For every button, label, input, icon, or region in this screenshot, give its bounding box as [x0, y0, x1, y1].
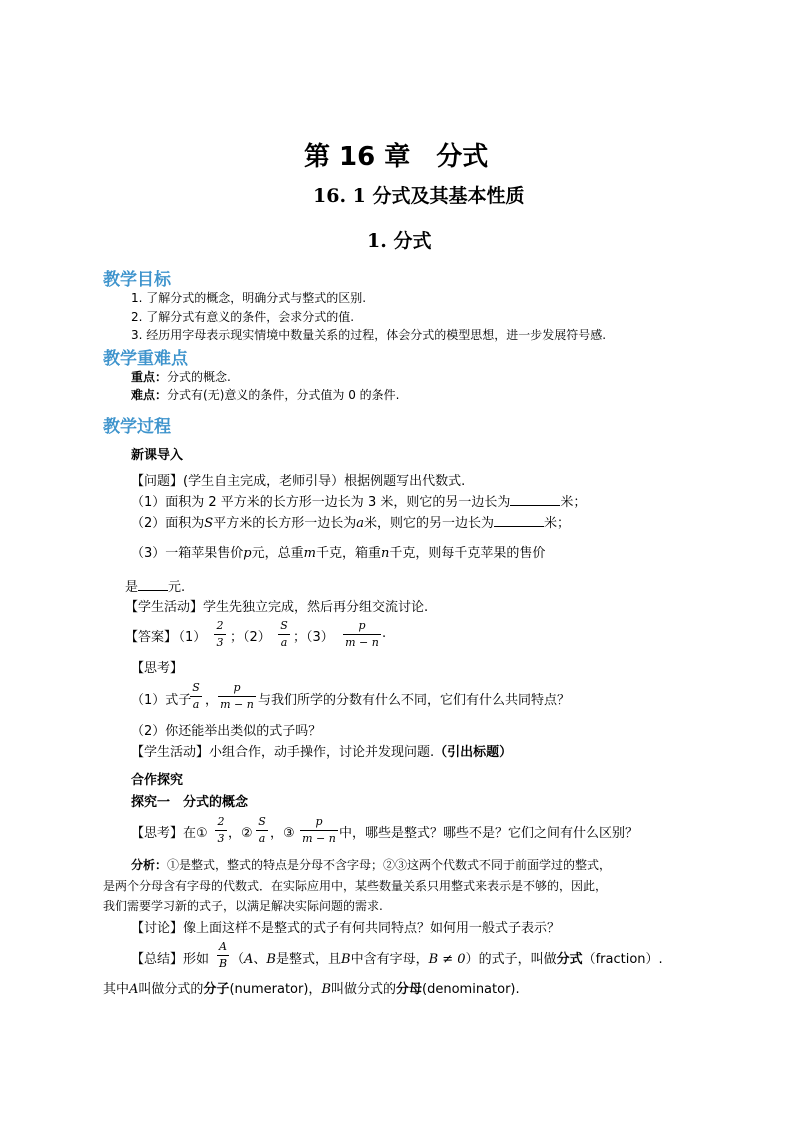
q2-text: 平方米的长方形一边长为 — [213, 516, 357, 531]
denominator: m − n — [345, 636, 379, 649]
q2-unit: 米； — [543, 516, 570, 531]
section-title: 16. 1 分式及其基本性质 — [313, 185, 525, 207]
activity-2-note: （引出标题） — [434, 745, 513, 760]
question-2 — [131, 512, 570, 531]
intro-label: 新课导入 — [131, 448, 184, 463]
fraction-p-over-m-minus-n — [343, 619, 381, 650]
question-intro: 【问题】(学生自主完成，老师引导）根据例题写出代数式. — [131, 474, 466, 489]
difficulty-line — [131, 386, 399, 403]
term-fraction: 分式 — [556, 952, 583, 967]
summary-part: 中含有字母， — [350, 952, 429, 967]
fraction-bar — [217, 955, 229, 956]
goal-item: 3. 经历用字母表示现实情境中数量关系的过程，体会分式的模型思想，进一步发展符号感. — [131, 328, 607, 342]
def-part: (denominator). — [422, 982, 520, 997]
numerator: p — [358, 619, 366, 632]
numerator: p — [315, 815, 323, 828]
q3-unit: 元. — [168, 580, 186, 595]
denominator: a — [258, 832, 266, 845]
answer-blank — [138, 577, 168, 591]
think-1-prefix: （1）式子 — [131, 693, 192, 708]
fraction-bar — [343, 634, 381, 635]
activity-2-text: 【学生活动】小组合作，动手操作，讨论并发现问题. — [131, 745, 435, 760]
numerator: S — [192, 681, 200, 694]
denominator: m − n — [302, 832, 336, 845]
fraction-s-over-a — [256, 815, 268, 846]
fraction-bar — [256, 830, 268, 831]
question-3 — [131, 542, 545, 561]
var-a-upper: A — [129, 982, 139, 997]
diff-label: 难点： — [131, 388, 168, 402]
denominator: m − n — [220, 698, 254, 711]
think-1-text: 与我们所学的分数有什么不同，它们有什么共同特点？ — [258, 693, 571, 708]
student-activity-1: 【学生活动】学生先独立完成，然后再分组交流讨论. — [125, 600, 429, 615]
fraction-bar — [278, 634, 290, 635]
think-2: （2）你还能举出类似的式子吗？ — [131, 724, 322, 739]
key-label: 重点： — [131, 370, 168, 384]
discuss: 【讨论】像上面这样不是整式的式子有何共同特点？如何用一般式子表示？ — [131, 921, 561, 936]
student-activity-2 — [131, 741, 512, 760]
numerator: S — [280, 619, 288, 632]
think-3-sep: ，③ — [270, 826, 295, 841]
think-3-sep: ，② — [228, 826, 253, 841]
answer-label: 【答案】 — [125, 630, 178, 645]
key-point-line — [131, 368, 231, 385]
chapter-title: 第 16 章 分式 — [304, 142, 489, 172]
goal-item: 2. 了解分式有意义的条件，会求分式的值. — [131, 310, 355, 324]
summary-text — [231, 948, 663, 967]
definition-line — [103, 978, 520, 997]
think-3-prefix: 【思考】在① — [131, 826, 208, 841]
def-part: 其中 — [103, 982, 130, 997]
question-3-cont — [125, 576, 185, 595]
keypoints-heading: 教学重难点 — [103, 349, 188, 369]
def-part: 叫做分式的 — [138, 982, 204, 997]
summary-part: （ — [231, 952, 245, 967]
fraction-p-over-m-minus-n — [218, 681, 256, 712]
goals-heading: 教学目标 — [103, 270, 171, 290]
analysis-label: 分析： — [131, 858, 168, 872]
q3-text: 元，总重 — [251, 546, 304, 561]
fraction-two-thirds — [214, 619, 226, 650]
analysis-line-1 — [131, 856, 611, 873]
fraction-bar — [190, 696, 202, 697]
numerator: S — [258, 815, 266, 828]
sub-title: 1. 分式 — [367, 230, 432, 252]
fraction-p-over-m-minus-n — [300, 815, 338, 846]
denominator: a — [280, 636, 288, 649]
denominator: B — [218, 957, 228, 970]
explore-1-title: 探究一 分式的概念 — [131, 795, 249, 810]
var-n: n — [380, 546, 390, 561]
q3-text: （3）一箱苹果售价 — [131, 546, 244, 561]
summary-part: 是整式，且 — [275, 952, 341, 967]
answer-3-label: ；（3） — [293, 630, 334, 645]
coop-label: 合作探究 — [131, 773, 184, 788]
analysis-line-2: 是两个分母含有字母的代数式．在实际应用中，某些数量关系只用整式来表示是不够的，因此， — [103, 879, 608, 893]
answer-blank — [494, 513, 544, 527]
q1-unit: 米； — [560, 495, 587, 510]
numerator: 2 — [216, 619, 224, 632]
numerator: A — [219, 940, 227, 953]
denominator: 3 — [216, 636, 224, 649]
answer-2-label: ；（2） — [230, 630, 271, 645]
var-p: p — [243, 546, 252, 561]
fraction-two-thirds — [215, 815, 227, 846]
analysis-line-3: 我们需要学习新的式子，以满足解决实际问题的需求. — [103, 899, 383, 913]
q2-text: （2）面积为 — [131, 516, 205, 531]
q2-text: 米，则它的另一边长为 — [363, 516, 494, 531]
question-1 — [131, 491, 586, 510]
def-part: 叫做分式的 — [331, 982, 397, 997]
var-b-upper: B — [266, 952, 276, 967]
fraction-bar — [300, 830, 338, 831]
process-heading: 教学过程 — [103, 417, 171, 437]
condition: B ≠ 0 — [428, 952, 466, 967]
summary-part: （fraction）. — [582, 952, 663, 967]
fraction-bar — [215, 830, 227, 831]
think-label: 【思考】 — [131, 661, 184, 676]
fraction-s-over-a — [278, 619, 290, 650]
denominator: a — [192, 698, 200, 711]
think-3-text: 中，哪些是整式？哪些不是？它们之间有什么区别？ — [339, 826, 639, 841]
var-m: m — [303, 546, 316, 561]
diff-text: 分式有(无)意义的条件，分式值为 0 的条件. — [167, 388, 400, 402]
summary-prefix: 【总结】形如 — [131, 952, 210, 967]
key-text: 分式的概念. — [167, 370, 231, 384]
analysis-text: ①是整式，整式的特点是分母不含字母；②③这两个代数式不同于前面学过的整式， — [167, 858, 612, 872]
q3-text: 千克，则每千克苹果的售价 — [389, 546, 546, 561]
q1-text: （1）面积为 2 平方米的长方形一边长为 3 米，则它的另一边长为 — [131, 495, 511, 510]
q3-text: 是 — [125, 580, 139, 595]
fraction-a-over-b — [217, 940, 229, 971]
numerator: p — [233, 681, 241, 694]
term-denominator: 分母 — [396, 982, 423, 997]
denominator: 3 — [217, 832, 225, 845]
answer-end: . — [382, 626, 387, 641]
think-1-comma: ， — [205, 693, 219, 708]
q3-text: 千克，箱重 — [315, 546, 381, 561]
var-a-upper: A — [244, 952, 254, 967]
answer-blank — [510, 492, 560, 506]
answer-1-label: （1） — [172, 630, 207, 645]
def-part: (numerator)， — [229, 982, 322, 997]
var-a: a — [356, 516, 364, 531]
summary-part: ）的式子，叫做 — [465, 952, 557, 967]
var-b-upper: B — [341, 952, 351, 967]
fraction-bar — [218, 696, 256, 697]
fraction-s-over-a — [190, 681, 202, 712]
var-b-upper: B — [321, 982, 331, 997]
goal-item: 1. 了解分式的概念，明确分式与整式的区别. — [131, 291, 367, 305]
summary-part: 、 — [253, 952, 267, 967]
term-numerator: 分子 — [203, 982, 230, 997]
numerator: 2 — [217, 815, 225, 828]
var-s: S — [204, 516, 214, 531]
fraction-bar — [214, 634, 226, 635]
